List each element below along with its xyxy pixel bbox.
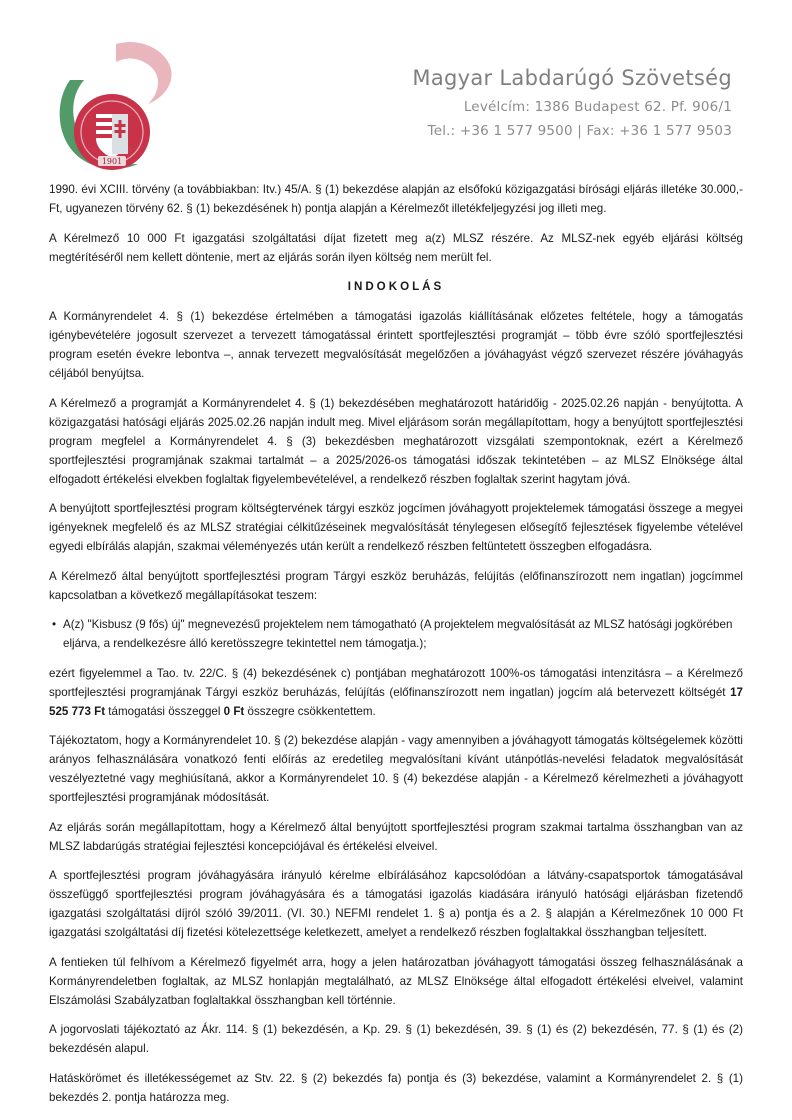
paragraph-submission: A Kérelmező a programját a Kormányrendelet 4. § (1) bekezdésében meghatározott határidőig - 2025.02.26 napján - benyújtotta. A közigazgatási hatósági eljárás 2025.02.26 napján indult meg. Mivel eljárásom során megállapítottam, hogy a benyújtott sportfejlesztési program megfelel a Kormányrendelet 4. § (3) bekezdésben meghatározott vizsgálati szempontoknak, ezért a Kérelmező sportfejlesztési programjának szakmai tartalmát – a 2025/2026-os támogatási időszak tekintetében – az MLSZ Elnöksége által elfogadott értékelési elvekben foglaltak figyelembevételével, a rendelkező részben foglaltak szerint hagytam jóvá.	[49, 396, 743, 486]
letterhead	[0, 0, 792, 180]
document-body	[49, 180, 743, 1117]
paragraph-strategy: Az eljárás során megállapítottam, hogy a Kérelmező által benyújtott sportfejlesztési program szakmai tartalma összhangban van az MLSZ labdarúgás stratégiai fejlesztési koncepciójával és értékelési elveivel.	[49, 820, 743, 853]
organization-name: Magyar Labdarúgó Szövetség	[412, 66, 732, 90]
list-item-text: A(z) "Kisbusz (9 fős) új" megnevezésű projektelem nem támogatható (A projektelem megvalósítását az MLSZ hatósági jogkörében eljárva, a rendelkezésre álló keretösszegre tekintettel nem támogatja.);	[63, 618, 733, 650]
paragraph-precondition: A Kormányrendelet 4. § (1) bekezdése értelmében a támogatási igazolás kiállításának előzetes feltétele, hogy a támogatás igénybevételére jogosult szervezet a tervezett támogatással érintett sportfejlesztési programját – több évre szóló sportfejlesztési program esetén évekre lebontva –, annak tervezett megvalósítását megelőzően a jóváhagyást végző szervezet részére jóváhagyás céljából benyújtsa.	[49, 310, 743, 380]
amount-original: 17 525 773 Ft	[49, 685, 743, 718]
paragraph-usage-notice: A fentieken túl felhívom a Kérelmező figyelmét arra, hogy a jelen határozatban jóváhagyott támogatási összeg felhasználásának a Kormányrendeletben foglaltak, az MLSZ honlapján megtalálható, az MLSZ Elnöksége által elfogadott értékelési elveivel, valamint Elszámolási Szabályzatban foglaltakkal összhangban kell történnie.	[49, 955, 743, 1007]
list-item	[49, 615, 743, 653]
phone-fax: Tel.: +36 1 577 9500 | Fax: +36 1 577 9503	[427, 123, 732, 139]
paragraph-service-fee: A Kérelmező 10 000 Ft igazgatási szolgáltatási díjat fizetett meg a(z) MLSZ részére. Az MLSZ-nek egyéb eljárási költség megtérítéséről nem kellett döntenie, mert az eljárás során ilyen költség nem merült fel.	[49, 231, 743, 264]
section-heading: INDOKOLÁS	[347, 280, 445, 293]
postal-address: Levélcím: 1386 Budapest 62. Pf. 906/1	[463, 99, 732, 115]
paragraph-budget: A benyújtott sportfejlesztési program költségtervének tárgyi eszköz jogcímen jóváhagyott projektelemek támogatási összege a megyei igényeknek megfelelő és az MLSZ stratégiai célkitűzéseinek megvalósítását ténylegesen elősegítő fejlesztések figyelembe vételével egyedi elbírálás alapján, szakmai véleményezés után került a rendelkező részben feltüntetett összegben elfogadásra.	[49, 502, 743, 553]
mlsz-logo-icon	[50, 40, 180, 175]
amount-reduced: 0 Ft	[223, 704, 245, 718]
paragraph-findings-intro: A Kérelmező által benyújtott sportfejlesztési program Tárgyi eszköz beruházás, felújítás (előfinanszírozott nem ingatlan) jogcímmel kapcsolatban a következő megállapításokat teszem:	[49, 569, 743, 602]
paragraph-modification: Tájékoztatom, hogy a Kormányrendelet 10. § (2) bekezdése alapján - vagy amennyiben a jóváhagyott támogatás költségelemek közötti arányos felhasználására vonatkozó fenti előírás az eredetileg megvalósítani kívánt utánpótlás-nevelési feladatok megvalósítását veszélyeztetné vagy meghiúsítaná, akkor a Kormányrendelet 10. § (4) bekezdése alapján - a Kérelmező kérelmezheti a jóváhagyott sportfejlesztési programjának módosítását.	[49, 734, 743, 804]
paragraph-fee-law: 1990. évi XCIII. törvény (a továbbiakban: Itv.) 45/A. § (1) bekezdése alapján az elsőfokú közigazgatási bírósági eljárás illetéke 30.000,- Ft, ugyanezen törvény 62. § (1) bekezdésének h) pontja alapján a Kérelmezőt illetékfeljegyzési jog illeti meg.	[49, 183, 743, 215]
paragraph-jurisdiction: Hatáskörömet és illetékességemet az Stv. 22. § (2) bekezdés fa) pontja és (3) bekezdése, valamint a Kormányrendelet 2. § (1) bekezdés 2. pontja határozza meg.	[49, 1071, 743, 1104]
paragraph-fee-regulation: A sportfejlesztési program jóváhagyására irányuló kérelme elbírálásához kapcsolódóan a látvány-csapatsportok támogatásával összefüggő sportfejlesztési program jóváhagyására és a támogatási igazolás kiadására irányuló hatósági eljárásban fizetendő igazgatási szolgáltatási díjról szóló 39/2011. (VI. 30.) NEFMI rendelet 1. § a) pontja és a 2. § alapján a Kérelmezőnek 10 000 Ft igazgatási szolgáltatási díj fizetési kötelezettsége keletkezett, amelyet a rendelkező részben foglaltakkal összhangban teljesített.	[49, 869, 743, 939]
logo-year: 1901	[101, 157, 123, 166]
paragraph-reduction: ezért figyelemmel a Tao. tv. 22/C. § (4) bekezdésének c) pontjában meghatározott 100%-os támogatási intenzitásra – a Kérelmező sportfejlesztési programjának Tárgyi eszköz beruházás, felújítás (előfinanszírozott nem ingatlan) jogcím alá betervezett költségét 17 525 773 Ft támogatási összeggel 0 Ft összegre csökkentettem.	[49, 666, 743, 718]
bullet-icon: •	[52, 618, 57, 631]
paragraph-legal-remedy: A jogorvoslati tájékoztató az Ákr. 114. § (1) bekezdésén, a Kp. 29. § (1) bekezdésén, 39. § (1) és (2) bekezdésén, 77. § (1) és (2) bekezdésén alapul.	[49, 1023, 743, 1055]
organization-info	[412, 66, 732, 139]
